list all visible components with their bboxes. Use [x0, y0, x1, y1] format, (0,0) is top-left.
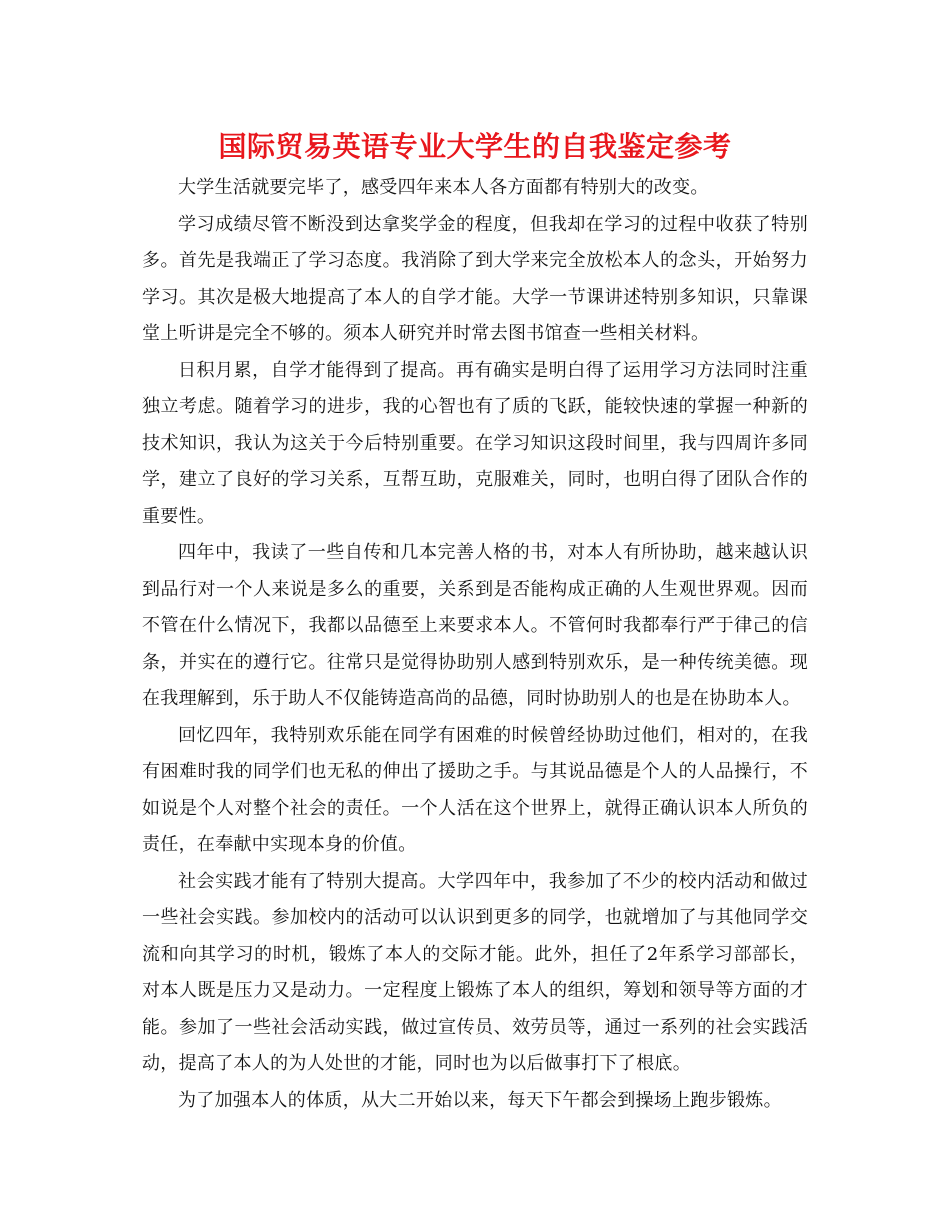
paragraph-social-practice: 社会实践才能有了特别大提高。大学四年中，我参加了不少的校内活动和做过一些社会实践。参加校内的活动可以认识到更多的同学，也就增加了与其他同学交流和向其学习的时机，锻炼了本人的交际才能。此外，担任了2年系学习部部长，对本人既是压力又是动力。一定程度上锻炼了本人的组织，筹划和领导等方面的才能。参加了一些社会活动实践，做过宣传员、效劳员等，通过一系列的社会实践活动，提高了本人的为人处世的才能，同时也为以后做事打下了根底。	[142, 870, 808, 1074]
paragraph-study: 学习成绩尽管不断没到达拿奖学金的程度，但我却在学习的过程中收获了特别多。首先是我端正了学习态度。我消除了到大学来完全放松本人的念头，开始努力学习。其次是极大地提高了本人的自学才能。大学一节课讲述特别多知识，只靠课堂上听讲是完全不够的。须本人研究并时常去图书馆查一些相关材料。	[142, 213, 808, 344]
paragraph-character: 四年中，我读了一些自传和几本完善人格的书，对本人有所协助，越来越认识到品行对一个人来说是多么的重要，关系到是否能构成正确的人生观世界观。因而不管在什么情况下，我都以品德至上来要求本人。不管何时我都奉行严于律己的信条，并实在的遵行它。往常只是觉得协助别人感到特别欢乐，是一种传统美德。现在我理解到，乐于助人不仅能铸造高尚的品德，同时协助别人的也是在协助本人。	[142, 542, 808, 709]
paragraph-fitness: 为了加强本人的体质，从大二开始以来，每天下午都会到操场上跑步锻炼。	[178, 1089, 782, 1111]
paragraph-self-learning: 日积月累，自学才能得到了提高。再有确实是明白得了运用学习方法同时注重独立考虑。随着学习的进步，我的心智也有了质的飞跃，能较快速的掌握一种新的技术知识，我认为这关于今后特别重要。在学习知识这段时间里，我与四周许多同学，建立了良好的学习关系，互帮互助，克服难关，同时，也明白得了团队合作的重要性。	[142, 359, 808, 527]
document-body	[142, 170, 808, 1119]
document-title: 国际贸易英语专业大学生的自我鉴定参考	[218, 130, 732, 163]
paragraph-mutual-help: 回忆四年，我特别欢乐能在同学有困难的时候曾经协助过他们，相对的，在我有困难时我的同学们也无私的伸出了援助之手。与其说品德是个人的人品操行，不如说是个人对整个社会的责任。一个人活在这个世界上，就得正确认识本人所负的责任，在奉献中实现本身的价值。	[142, 724, 808, 855]
paragraph-intro: 大学生活就要完毕了，感受四年来本人各方面都有特别大的改变。	[178, 177, 709, 198]
